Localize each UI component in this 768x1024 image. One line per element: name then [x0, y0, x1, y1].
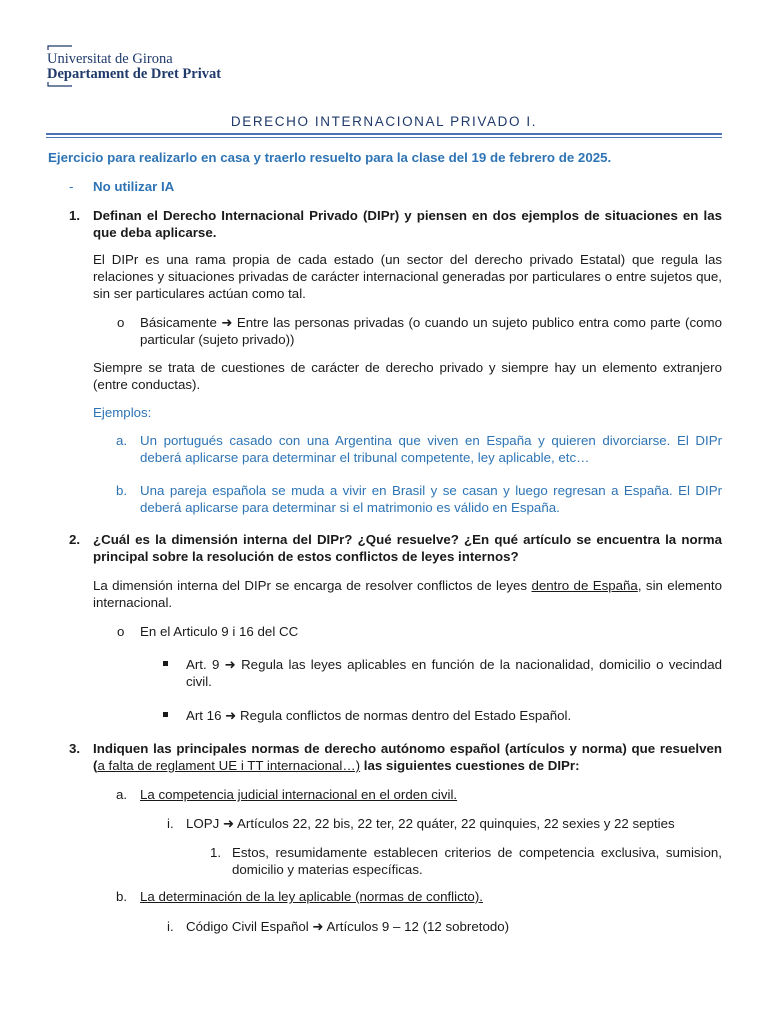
q2-answer-underlined: dentro de España [531, 578, 638, 593]
q1-bullet-marker: o [117, 315, 125, 330]
q2-answer [93, 577, 722, 611]
note-text: No utilizar IA [93, 179, 175, 194]
q3-a-sub: LOPJ ➜ Artículos 22, 22 bis, 22 ter, 22 quáter, 22 quinquies, 22 sexies y 22 septies [186, 816, 675, 831]
q3-item-marker-b: b. [116, 889, 128, 904]
department-name: Departament de Dret Privat [47, 66, 222, 82]
note-marker: - [69, 179, 74, 194]
q1-bullet: Básicamente ➜ Entre las personas privadas (o cuando un sujeto publico entra como parte (como particular (sujeto privado)) [140, 315, 722, 347]
q1-answer: El DIPr es una rama propia de cada estado (un sector del derecho privado Estatal) que regula las relaciones y situaciones privadas de carácter internacional generadas por particulares o entre sujetos que, sin ser particulares actúan como tal. [93, 252, 722, 301]
exercise-intro: Ejercicio para realizarlo en casa y traerlo resuelto para la clase del 19 de febrero de 2025. [48, 150, 612, 165]
square-bullet-icon [163, 712, 168, 717]
q1-question: Definan el Derecho Internacional Privado (DIPr) y piensen en dos ejemplos de situaciones en las que deba aplicarse. [93, 208, 722, 240]
square-bullet-icon [163, 661, 168, 666]
q3-question-underlined: a falta de reglament UE i TT internacional…) [97, 758, 361, 773]
q3-question [93, 740, 722, 774]
q3-question-post: las siguientes cuestiones de DIPr: [360, 758, 580, 773]
q2-sub-art9: Art. 9 ➜ Regula las leyes aplicables en función de la nacionalidad, domicilio o vecindad civil. [186, 657, 722, 689]
q2-question: ¿Cuál es la dimensión interna del DIPr? ¿Qué resuelve? ¿En qué artículo se encuentra la norma principal sobre la resolución de estos conflictos de leyes internos? [93, 532, 722, 564]
q3-item-b: La determinación de la ley aplicable (normas de conflicto). [140, 889, 483, 904]
q3-number: 3. [69, 741, 81, 756]
q3-question-pre: Indiquen las principales normas de derecho autónomo español (artículos y norma) que resuelven ( [93, 741, 722, 773]
q2-answer-pre: La dimensión interna del DIPr se encarga de resolver conflictos de leyes [93, 578, 532, 593]
university-name: Universitat de Girona [47, 51, 173, 67]
example-b: Una pareja española se muda a vivir en Brasil y se casan y luego regresan a España. El DIPr deberá aplicarse para determinar si el matrimonio es válido en España. [140, 483, 722, 515]
q2-bullet-marker: o [117, 624, 125, 639]
q3-a-subsub: Estos, resumidamente establecen criterios de competencia exclusiva, sumision, domicilio y materias específicas. [232, 845, 722, 877]
q2-answer-post: , sin elemento internacional. [93, 578, 723, 610]
title-divider-thin [46, 137, 722, 138]
q3-b-sub: Código Civil Español ➜ Artículos 9 – 12 (12 sobretodo) [186, 919, 510, 934]
q3-a-subsub-marker: 1. [210, 845, 222, 860]
example-marker-b: b. [116, 483, 128, 498]
q2-number: 2. [69, 532, 81, 547]
q3-item-a: La competencia judicial internacional en el orden civil. [140, 787, 458, 802]
example-a: Un portugués casado con una Argentina que viven en España y quieren divorciarse. El DIPr deberá aplicarse para determinar el tribunal competente, ley aplicable, etc… [140, 433, 722, 465]
example-marker-a: a. [116, 433, 128, 448]
document-title: DERECHO INTERNACIONAL PRIVADO I. [230, 114, 538, 129]
title-divider [46, 133, 722, 135]
q2-sub-art16: Art 16 ➜ Regula conflictos de normas dentro del Estado Español. [186, 708, 572, 723]
university-logo [46, 42, 236, 90]
examples-label: Ejemplos: [93, 405, 152, 420]
q2-bullet: En el Articulo 9 i 16 del CC [140, 624, 299, 639]
q3-a-sub-marker: i. [167, 816, 174, 831]
q1-number: 1. [69, 208, 81, 223]
q3-b-sub-marker: i. [167, 919, 174, 934]
q1-answer-2: Siempre se trata de cuestiones de carácter de derecho privado y siempre hay un elemento extranjero (entre conductas). [93, 360, 722, 392]
q3-item-marker-a: a. [116, 787, 128, 802]
